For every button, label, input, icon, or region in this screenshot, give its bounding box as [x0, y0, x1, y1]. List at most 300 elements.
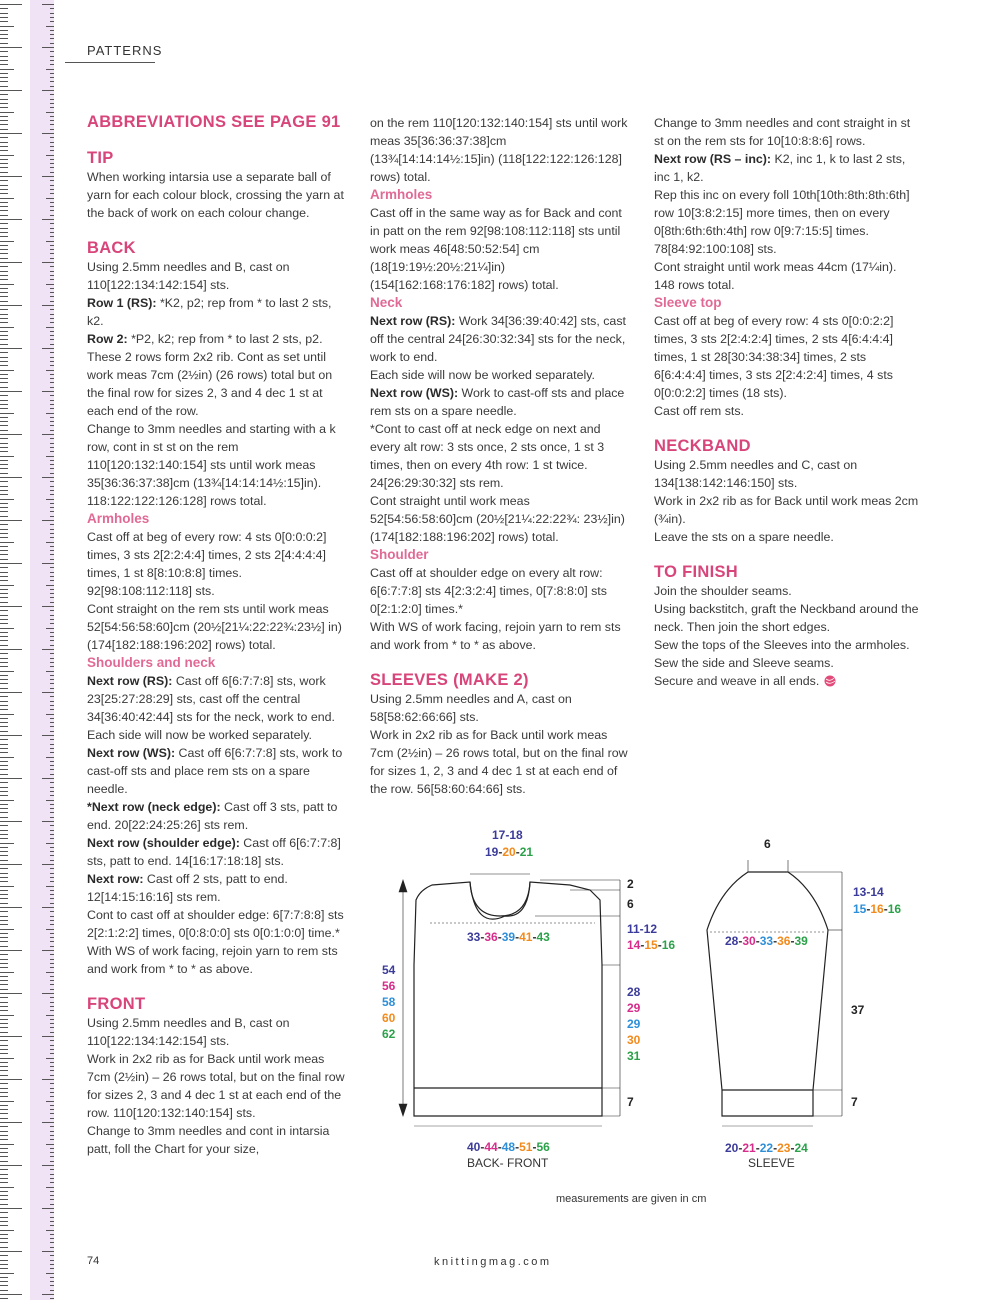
ruler-tick: [50, 1238, 54, 1239]
back-text: Change to 3mm needles and starting with a k row, cont in st st on the rem 110[120:132:140:154] sts until work meas 35[36:36:37:38]cm (13¾[14:14:14½:15]in). 118:122:122:126:128] rows total.: [87, 422, 336, 508]
ruler-tick: [50, 722, 54, 723]
ruler-tick: [0, 413, 14, 414]
ruler-tick: [46, 585, 54, 586]
ruler-tick: [0, 726, 8, 727]
ruler-tick: [0, 894, 8, 895]
ruler-tick: [0, 503, 8, 504]
ruler-tick: [0, 1148, 8, 1149]
armholes-subheading: Armholes: [87, 511, 150, 526]
ruler-tick: [0, 769, 8, 770]
ruler-tick: [50, 1066, 54, 1067]
ruler-tick: [50, 314, 54, 315]
sleeve-length-measure: 37: [851, 1003, 865, 1017]
ruler-tick: [0, 615, 8, 616]
ruler-tick: [50, 417, 54, 418]
ruler-tick: [0, 1156, 8, 1157]
ruler-tick: [50, 903, 54, 904]
ruler-tick: [0, 705, 8, 706]
ruler-tick: [0, 374, 8, 375]
ruler-tick: [0, 1139, 8, 1140]
ruler-tick: [42, 90, 54, 91]
ruler-tick: [0, 937, 8, 938]
ruler-tick: [50, 924, 54, 925]
ruler-tick: [0, 387, 8, 388]
ruler-tick: [46, 284, 54, 285]
ruler-tick: [50, 1049, 54, 1050]
ruler-tick: [50, 232, 54, 233]
ruler-tick: [46, 1015, 54, 1016]
ruler-tick: [0, 619, 8, 620]
ruler-tick: [0, 271, 8, 272]
ruler-tick: [50, 249, 54, 250]
ruler-tick: [0, 400, 8, 401]
ruler-tick: [50, 976, 54, 977]
ruler-tick: [46, 198, 54, 199]
ruler-tick: [50, 1264, 54, 1265]
ruler-tick: [50, 804, 54, 805]
ruler-tick: [0, 451, 8, 452]
ruler-tick: [50, 855, 54, 856]
ruler-tick: [50, 1268, 54, 1269]
ruler-tick: [42, 520, 54, 521]
ruler-tick: [50, 769, 54, 770]
ruler-tick: [50, 292, 54, 293]
ruler-tick: [50, 288, 54, 289]
row-text: K2, inc 1, k to last 2 sts, inc 1, k2.: [654, 152, 906, 184]
ruler-tick: [0, 1066, 8, 1067]
ruler-tick: [50, 911, 54, 912]
ruler-tick: [0, 47, 22, 48]
svg-text:29: 29: [627, 1001, 641, 1015]
ruler-tick: [50, 1006, 54, 1007]
ruler-tick: [0, 576, 8, 577]
ruler-tick: [50, 56, 54, 57]
ruler-tick: [0, 916, 8, 917]
ruler-tick: [50, 124, 54, 125]
ruler-tick: [0, 60, 8, 61]
ruler-tick: [50, 443, 54, 444]
ruler-tick: [0, 1191, 8, 1192]
ruler-tick: [0, 38, 8, 39]
ruler-tick: [0, 1053, 8, 1054]
column-1: [87, 112, 347, 1158]
ruler-tick: [50, 163, 54, 164]
ruler-tick: [0, 1036, 22, 1037]
ruler-tick: [0, 77, 8, 78]
ruler-tick: [0, 572, 8, 573]
ruler-tick: [0, 1105, 8, 1106]
ruler-tick: [0, 1230, 14, 1231]
ruler-tick: [0, 800, 14, 801]
ruler-tick: [0, 73, 8, 74]
ruler-tick: [0, 13, 8, 14]
ruler-tick: [46, 112, 54, 113]
ruler-tick: [0, 159, 8, 160]
ruler-tick: [50, 765, 54, 766]
row-text: Cast off 3 sts, patt to end. 20[22:24:25:26] sts rem.: [87, 800, 338, 832]
ruler-tick: [50, 752, 54, 753]
sleeve-upper-measure: 28-30-33-36-39: [725, 934, 808, 948]
ruler-tick: [50, 937, 54, 938]
tip-text: When working intarsia use a separate ball of yarn for each colour block, crossing the yarn at the back of work on each colour change.: [87, 170, 344, 220]
diagram-caption: measurements are given in cm: [556, 1193, 707, 1205]
ruler-tick: [0, 739, 8, 740]
ruler-tick: [50, 1002, 54, 1003]
ruler-tick: [0, 567, 8, 568]
ruler-tick: [0, 890, 8, 891]
ruler-tick: [0, 546, 8, 547]
ruler-tick: [0, 911, 8, 912]
instruction-row: [87, 870, 347, 906]
to-finish-heading: TO FINISH: [654, 563, 738, 581]
ruler-tick: [0, 266, 8, 267]
ruler-tick: [50, 688, 54, 689]
ruler-tick: [0, 481, 8, 482]
ruler-tick: [0, 1088, 8, 1089]
ruler-tick: [0, 318, 8, 319]
ruler-tick: [0, 339, 8, 340]
ruler-tick: [0, 1002, 8, 1003]
ruler-tick: [46, 1101, 54, 1102]
ruler-tick: [50, 228, 54, 229]
ruler: [0, 0, 54, 1300]
size-1: 19: [485, 845, 499, 859]
instruction-row: [370, 312, 632, 366]
ruler-tick: [0, 288, 8, 289]
ruler-tick: [0, 537, 8, 538]
ruler-tick: [50, 679, 54, 680]
ruler-tick: [50, 1135, 54, 1136]
ruler-tick: [0, 43, 8, 44]
ruler-tick: [50, 1126, 54, 1127]
ruler-tick: [0, 554, 8, 555]
ruler-tick: [42, 950, 54, 951]
ruler-tick: [50, 868, 54, 869]
front-heading: FRONT: [87, 995, 146, 1013]
ruler-tick: [0, 623, 8, 624]
ruler-tick: [0, 365, 8, 366]
ruler-tick: [50, 726, 54, 727]
ruler-tick: [50, 898, 54, 899]
ruler-tick: [0, 172, 8, 173]
ruler-tick: [50, 916, 54, 917]
ruler-tick: [42, 391, 54, 392]
ruler-tick: [50, 357, 54, 358]
ruler-tick: [50, 301, 54, 302]
ruler-tick: [0, 507, 8, 508]
ruler-tick: [0, 929, 14, 930]
ruler-tick: [50, 834, 54, 835]
ruler-tick: [0, 877, 8, 878]
ruler-tick: [50, 193, 54, 194]
ruler-tick: [0, 1264, 8, 1265]
ruler-tick: [46, 1230, 54, 1231]
ruler-tick: [50, 791, 54, 792]
body-outline: [414, 882, 602, 1116]
ruler-tick: [50, 537, 54, 538]
ruler-tick: [50, 13, 54, 14]
row-text: Cast off 6[6:7:7:8] sts, work to cast-off sts and place rem sts on a spare needle.: [87, 746, 343, 796]
ruler-tick: [0, 378, 8, 379]
svg-text:56: 56: [382, 979, 396, 993]
ruler-tick: [0, 1225, 8, 1226]
ruler-tick: [50, 202, 54, 203]
svg-text:28: 28: [627, 985, 641, 999]
ruler-tick: [0, 438, 8, 439]
ruler-tick: [50, 107, 54, 108]
ruler-tick: [50, 344, 54, 345]
ruler-tick: [50, 1204, 54, 1205]
ruler-tick: [50, 1096, 54, 1097]
ruler-tick: [0, 202, 8, 203]
ruler-tick: [50, 718, 54, 719]
ruler-tick: [0, 1195, 8, 1196]
ruler-tick: [50, 473, 54, 474]
front-text: Change to 3mm needles and cont in intarsia patt, foll the Chart for your size,: [87, 1124, 330, 1156]
ruler-tick: [0, 305, 22, 306]
ruler-tick: [0, 1251, 22, 1252]
ruler-tick: [0, 967, 8, 968]
ruler-tick: [50, 275, 54, 276]
ruler-tick: [50, 210, 54, 211]
ruler-tick: [42, 1251, 54, 1252]
ruler-tick: [0, 559, 8, 560]
ruler-tick: [0, 137, 8, 138]
ruler-tick: [50, 382, 54, 383]
ruler-tick: [50, 1040, 54, 1041]
ruler-tick: [0, 683, 8, 684]
sleeves-text: Work in 2x2 rib as for Back until work meas 7cm (2½in) – 26 rows total, but on the final row for sizes 1, 2, 3 and 4 dec 1 st at each end of the row. 56[58:60:64:66] sts.: [370, 728, 628, 796]
finish-text: Join the shoulder seams.: [654, 584, 792, 598]
ruler-tick: [0, 275, 8, 276]
ruler-tick: [50, 636, 54, 637]
ruler-tick: [0, 550, 8, 551]
row-text: Work to cast-off sts and place rem sts on a spare needle.: [370, 386, 625, 418]
ruler-tick: [50, 34, 54, 35]
instruction-row: [87, 744, 347, 798]
ruler-tick: [50, 640, 54, 641]
ruler-tick: [0, 511, 8, 512]
ruler-tick: [0, 864, 22, 865]
size-2: 20: [502, 845, 516, 859]
ruler-tick: [0, 666, 8, 667]
ruler-tick: [0, 950, 22, 951]
back-row1: [87, 294, 347, 330]
ruler-tick: [50, 1281, 54, 1282]
ruler-tick: [0, 327, 14, 328]
size-3: 21: [519, 845, 534, 859]
ruler-tick: [0, 69, 14, 70]
ruler-tick: [42, 348, 54, 349]
ruler-tick: [42, 133, 54, 134]
ruler-tick: [0, 640, 8, 641]
ruler-tick: [50, 653, 54, 654]
ruler-tick: [0, 868, 8, 869]
instruction-row: [87, 672, 347, 726]
ruler-tick: [0, 963, 8, 964]
ruler-tick: [50, 400, 54, 401]
ruler-tick: [50, 438, 54, 439]
ruler-tick: [42, 649, 54, 650]
ruler-tick: [50, 421, 54, 422]
ruler-tick: [50, 1285, 54, 1286]
ruler-tick: [50, 675, 54, 676]
ruler-tick: [0, 830, 8, 831]
ruler-tick: [50, 1260, 54, 1261]
ruler-tick: [42, 176, 54, 177]
ruler-tick: [50, 1195, 54, 1196]
ruler-tick: [0, 847, 8, 848]
ruler-tick: [50, 920, 54, 921]
ruler-tick: [0, 167, 8, 168]
ruler-tick: [50, 374, 54, 375]
rib-measure: 7: [627, 1095, 634, 1109]
ruler-tick: [0, 653, 8, 654]
ruler-tick: [0, 731, 8, 732]
finish-last-text: Secure and weave in all ends.: [654, 674, 820, 688]
back-heading: BACK: [87, 239, 136, 257]
ruler-tick: [0, 1083, 8, 1084]
ruler-tick: [50, 64, 54, 65]
ruler-tick: [50, 739, 54, 740]
row-text: Cast off 6[6:7:7:8] sts, patt to end. 14[16:17:18:18] sts.: [87, 836, 341, 868]
ruler-tick: [0, 804, 8, 805]
ruler-tick: [0, 735, 22, 736]
ruler-tick: [50, 189, 54, 190]
ruler-tick: [50, 546, 54, 547]
ruler-tick: [50, 352, 54, 353]
ruler-tick: [42, 1036, 54, 1037]
ruler-tick: [0, 984, 8, 985]
ruler-tick: [0, 1079, 22, 1080]
ruler-tick: [50, 1088, 54, 1089]
ruler-tick: [0, 477, 22, 478]
ruler-tick: [0, 241, 14, 242]
ruler-tick: [0, 765, 8, 766]
ruler-tick: [0, 714, 14, 715]
back-row2: [87, 330, 347, 348]
row-label: Next row (RS):: [370, 314, 456, 328]
ruler-tick: [0, 1040, 8, 1041]
ruler-tick: [50, 335, 54, 336]
ruler-tick: [0, 1144, 14, 1145]
ruler-tick: [0, 262, 22, 263]
ruler-tick: [50, 494, 54, 495]
ruler-tick: [50, 296, 54, 297]
ruler-tick: [0, 602, 8, 603]
column-3: [654, 114, 919, 690]
ruler-tick: [50, 830, 54, 831]
front-text: Work in 2x2 rib as for Back until work meas 7cm (2½in) – 26 rows total, but on the final row for sizes 2, 3 and 4 dec 1 st at each end of the row. 110[120:132:140:154] sts.: [87, 1052, 345, 1120]
ruler-tick: [0, 1208, 22, 1209]
ruler-tick: [0, 1260, 8, 1261]
ruler-tick: [50, 662, 54, 663]
ruler-tick: [0, 860, 8, 861]
ruler-tick: [50, 559, 54, 560]
sleeve-cap-measure-a: 13-14: [853, 885, 884, 899]
shoulders-neck-subheading: Shoulders and neck: [87, 655, 216, 670]
ruler-tick: [50, 1032, 54, 1033]
ruler-tick: [0, 99, 8, 100]
ruler-tick: [0, 223, 8, 224]
ruler-tick: [0, 1268, 8, 1269]
ruler-tick: [0, 120, 8, 121]
ruler-tick: [46, 1058, 54, 1059]
ruler-tick: [50, 1070, 54, 1071]
ruler-tick: [0, 236, 8, 237]
ruler-tick: [50, 1113, 54, 1114]
ruler-tick: [50, 959, 54, 960]
ruler-tick: [0, 628, 14, 629]
ruler-tick: [0, 593, 8, 594]
ruler-tick: [0, 344, 8, 345]
ruler-tick: [42, 821, 54, 822]
ruler-tick: [50, 81, 54, 82]
ruler-tick: [0, 331, 8, 332]
ruler-tick: [42, 1208, 54, 1209]
ruler-tick: [50, 1027, 54, 1028]
ruler-tick: [0, 752, 8, 753]
ruler-tick: [0, 133, 22, 134]
chest-measure: 33-36-39-41-43: [467, 930, 550, 944]
ruler-tick: [0, 1010, 8, 1011]
sleeves-text: Cont straight until work meas 44cm (17¼in). 148 rows total.: [654, 260, 897, 292]
ruler-tick: [42, 4, 54, 5]
ruler-tick: [0, 425, 8, 426]
ruler-tick: [50, 838, 54, 839]
ruler-tick: [0, 744, 8, 745]
ruler-tick: [50, 1023, 54, 1024]
instruction-row: [87, 834, 347, 870]
ruler-tick: [0, 1273, 14, 1274]
ruler-tick: [0, 980, 8, 981]
ruler-tick: [50, 597, 54, 598]
ruler-tick: [0, 589, 8, 590]
sleeves-heading: SLEEVES (MAKE 2): [370, 671, 529, 689]
ruler-tick: [50, 51, 54, 52]
svg-text:58: 58: [382, 995, 396, 1009]
ruler-tick: [0, 112, 14, 113]
ruler-tick: [0, 94, 8, 95]
ruler-tick: [0, 155, 14, 156]
ruler-tick: [0, 206, 8, 207]
ruler-tick: [50, 933, 54, 934]
ruler-tick: [0, 997, 8, 998]
ruler-tick: [0, 1113, 8, 1114]
ruler-tick: [0, 649, 22, 650]
ruler-tick: [0, 692, 22, 693]
ruler-tick: [0, 1281, 8, 1282]
ruler-tick: [46, 929, 54, 930]
ruler-tick: [50, 21, 54, 22]
ruler-tick: [42, 1079, 54, 1080]
ruler-tick: [0, 1161, 8, 1162]
ruler-tick: [0, 1062, 8, 1063]
ruler-tick: [0, 335, 8, 336]
ruler-tick: [50, 103, 54, 104]
ruler-tick: [46, 499, 54, 500]
ruler-tick: [50, 1139, 54, 1140]
ruler-tick: [42, 305, 54, 306]
ruler-tick: [50, 503, 54, 504]
ruler-tick: [0, 843, 14, 844]
ruler-tick: [50, 731, 54, 732]
ruler-tick: [0, 193, 8, 194]
ruler-tick: [50, 159, 54, 160]
ruler-tick: [50, 1019, 54, 1020]
ruler-tick: [50, 567, 54, 568]
ruler-tick: [0, 468, 8, 469]
